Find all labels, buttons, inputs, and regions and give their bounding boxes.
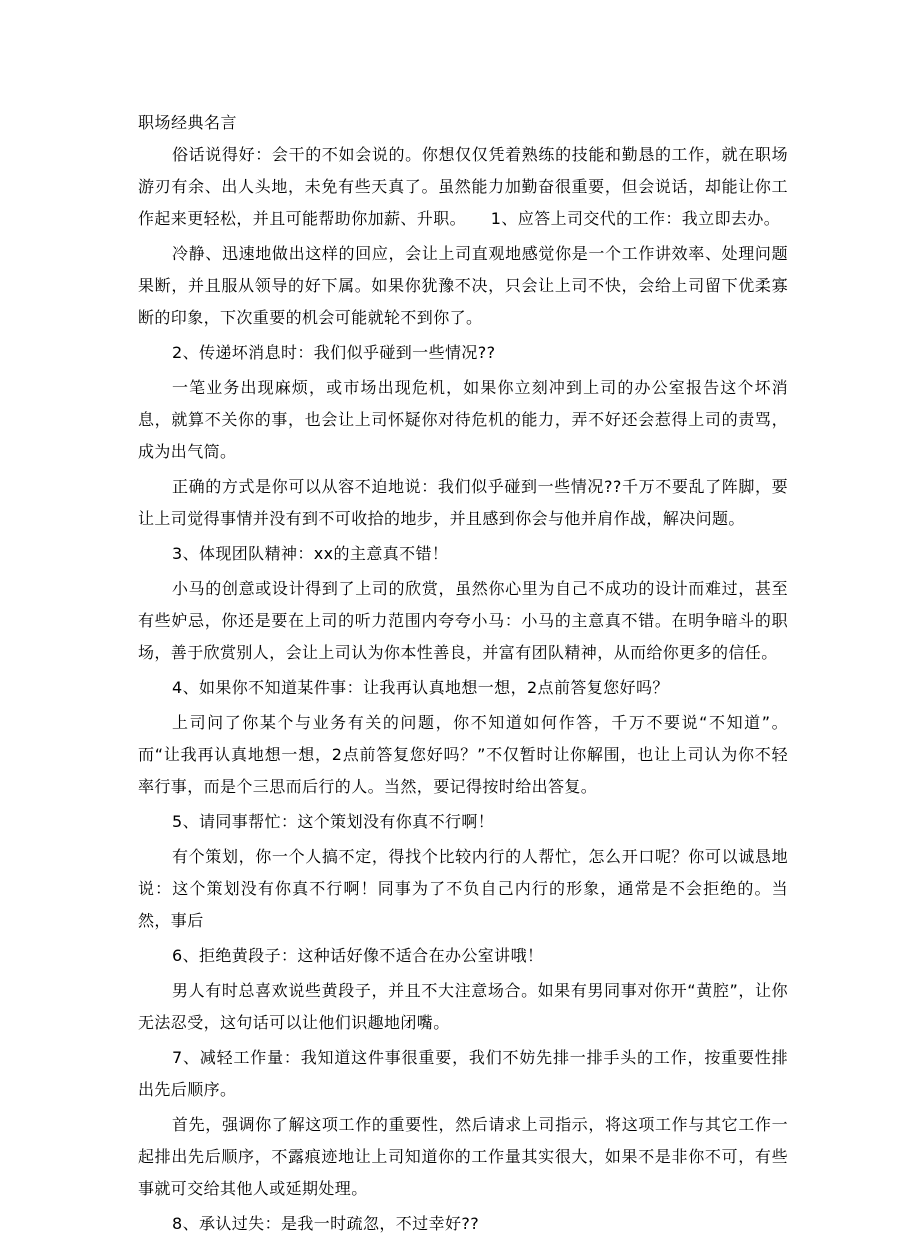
section-heading-6: 6、拒绝黄段子：这种话好像不适合在办公室讲哦！ [172,946,544,965]
paragraph: 一笔业务出现麻烦，或市场出现危机，如果你立刻冲到上司的办公室报告这个坏消息，就算不关你的事，也会让上司怀疑你对待危机的能力，弄不好还会惹得上司的责骂，成为出气筒。 [138,378,788,461]
section-heading-5: 5、请同事帮忙：这个策划没有你真不行啊！ [172,812,495,831]
section-heading-3: 3、体现团队精神：xx的主意真不错！ [172,544,449,563]
section-heading-4: 4、如果你不知道某件事：让我再认真地想一想，2点前答复您好吗？ [172,678,669,697]
paragraph-intro: 俗话说得好：会干的不如会说的。你想仅仅凭着熟练的技能和勤恳的工作，就在职场游刃有余、出人头地，未免有些天真了。虽然能力加勤奋很重要，但会说话，却能让你工作起来更轻松，并且可能帮助你加薪、升职。 1、应答上司交代的工作：我立即去办。 [138,145,788,228]
document-page [138,107,788,1243]
document-title: 职场经典名言 [138,113,238,132]
paragraph: 首先，强调你了解这项工作的重要性，然后请求上司指示，将这项工作与其它工作一起排出先后顺序，不露痕迹地让上司知道你的工作量其实很大，如果不是非你不可，有些事就可交给其他人或延期处理。 [138,1115,788,1198]
paragraph: 上司问了你某个与业务有关的问题，你不知道如何作答，千万不要说“不知道”。而“让我再认真地想一想，2点前答复您好吗？”不仅暂时让你解围，也让上司认为你不轻率行事，而是个三思而后行的人。当然，要记得按时给出答复。 [138,713,788,796]
paragraph: 冷静、迅速地做出这样的回应，会让上司直观地感觉你是一个工作讲效率、处理问题果断，并且服从领导的好下属。如果你犹豫不决，只会让上司不快，会给上司留下优柔寡断的印象，下次重要的机会可能就轮不到你了。 [138,244,788,327]
paragraph: 正确的方式是你可以从容不迫地说：我们似乎碰到一些情况??千万不要乱了阵脚，要让上司觉得事情并没有到不可收拾的地步，并且感到你会与他并肩作战，解决问题。 [138,477,788,528]
paragraph: 男人有时总喜欢说些黄段子，并且不大注意场合。如果有男同事对你开“黄腔”，让你无法忍受，这句话可以让他们识趣地闭嘴。 [138,981,788,1032]
paragraph: 小马的创意或设计得到了上司的欣赏，虽然你心里为自己不成功的设计而难过，甚至有些妒忌，你还是要在上司的听力范围内夸夸小马：小马的主意真不错。在明争暗斗的职场，善于欣赏别人，会让上司认为你本性善良，并富有团队精神，从而给你更多的信任。 [138,579,788,662]
section-heading-8: 8、承认过失：是我一时疏忽，不过幸好?? [172,1214,480,1233]
paragraph: 有个策划，你一个人搞不定，得找个比较内行的人帮忙，怎么开口呢？你可以诚恳地说：这个策划没有你真不行啊！同事为了不负自己内行的形象，通常是不会拒绝的。当然，事后 [138,847,788,930]
section-heading-7: 7、减轻工作量：我知道这件事很重要，我们不妨先排一排手头的工作，按重要性排出先后顺序。 [138,1048,788,1099]
section-heading-2: 2、传递坏消息时：我们似乎碰到一些情况?? [172,343,496,362]
